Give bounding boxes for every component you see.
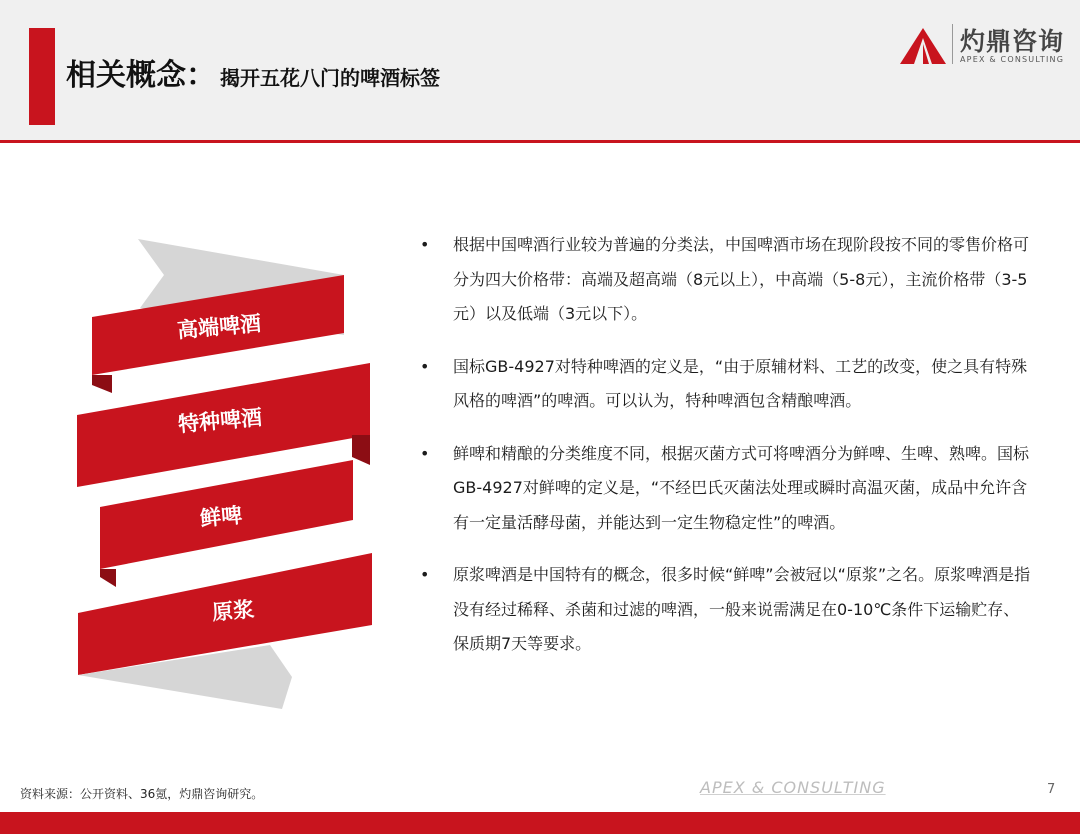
bullet-text: 鲜啤和精酿的分类维度不同，根据灭菌方式可将啤酒分为鲜啤、生啤、熟啤。国标GB-4927对鲜啤的定义是，“不经巴氏灭菌法处理或瞬时高温灭菌，成品中允许含有一定量活酵母菌，并能达到一定生物稳定性”的啤酒。: [453, 443, 1030, 532]
bullet-item: [420, 437, 1035, 541]
footer-bar: [0, 812, 1080, 834]
ribbon-shapes: [60, 225, 390, 725]
ribbon-fold-2: [352, 435, 370, 465]
page-number: 7: [1047, 782, 1056, 797]
logo-subtitle: APEX & CONSULTING: [960, 55, 1065, 64]
ribbon-label-specialty: 特种啤酒: [177, 405, 263, 437]
bullet-item: [420, 558, 1035, 662]
ribbon-fold-3: [100, 569, 116, 587]
bullet-marker: •: [420, 565, 430, 584]
logo-triangle-icon: [898, 26, 948, 66]
bullet-item: [420, 350, 1035, 419]
bullet-list: [420, 228, 1035, 662]
footer-watermark: APEX & CONSULTING: [700, 778, 886, 797]
title-subtitle: 揭开五花八门的啤酒标签: [220, 66, 440, 90]
header-divider: [0, 140, 1080, 143]
ribbon-label-fresh: 鲜啤: [199, 503, 244, 531]
ribbon-graphic: [60, 225, 390, 725]
bullet-text: 根据中国啤酒行业较为普遍的分类法，中国啤酒市场在现阶段按不同的零售价格可分为四大价格带：高端及超高端（8元以上），中高端（5-8元），主流价格带（3-5元）以及低端（3元以下）。: [453, 235, 1030, 323]
ribbon-label-original: 原浆: [211, 597, 256, 625]
bullet-marker: •: [420, 356, 430, 376]
logo-name: 灼鼎咨询: [960, 27, 1065, 56]
company-logo: [898, 22, 1070, 68]
bullet-item: [420, 228, 1035, 332]
bullet-marker: •: [420, 235, 430, 254]
title-accent-bar: [29, 28, 55, 125]
bullet-text: 国标GB-4927对特种啤酒的定义是，“由于原辅材料、工艺的改变，使之具有特殊风格的啤酒”的啤酒。可以认为，特种啤酒包含精酿啤酒。: [453, 356, 1028, 410]
bullet-text: 原浆啤酒是中国特有的概念，很多时候“鲜啤”会被冠以“原浆”之名。原浆啤酒是指没有经过稀释、杀菌和过滤的啤酒，一般来说需满足在0-10℃条件下运输贮存、保质期7天等要求。: [453, 565, 1031, 653]
ribbon-label-premium: 高端啤酒: [176, 311, 262, 343]
ribbon-fold-1: [92, 375, 112, 393]
page-title: [66, 50, 440, 98]
logo-divider: [952, 24, 953, 64]
title-main: 相关概念：: [66, 58, 216, 93]
source-note: 资料来源：公开资料、36氪，灼鼎咨询研究。: [20, 787, 264, 801]
bullet-marker: •: [420, 443, 430, 463]
